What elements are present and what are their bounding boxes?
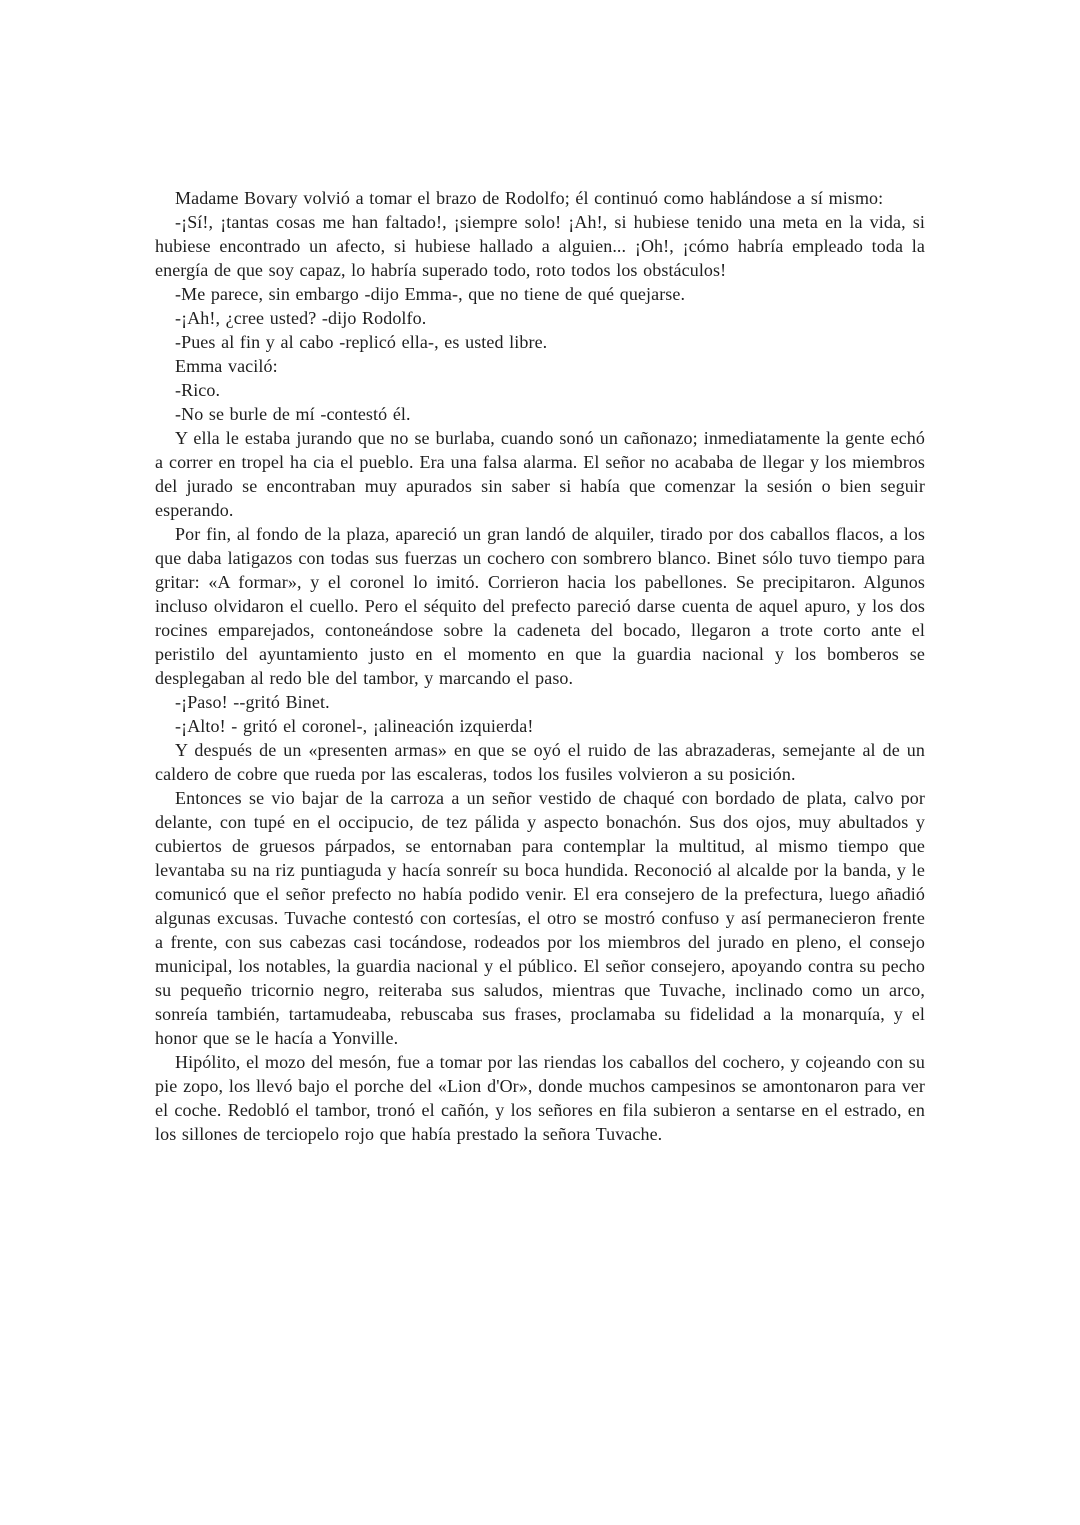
paragraph-dialogue: -¡Sí!, ¡tantas cosas me han faltado!, ¡siempre solo! ¡Ah!, si hubiese tenido una meta en la vida, si hubiese encontrado un afecto, si hubiese hallado a alguien... ¡Oh!, ¡cómo habría empleado toda la energía de que soy capaz, lo habría superado todo, roto todos los obstáculos! <box>155 212 925 280</box>
paragraph-dialogue: -No se burle de mí -contestó él. <box>175 404 411 424</box>
paragraph-dialogue: -Rico. <box>175 380 221 400</box>
paragraph-narration: Emma vaciló: <box>175 356 278 376</box>
paragraph-dialogue: -¡Ah!, ¿cree usted? -dijo Rodolfo. <box>175 308 427 328</box>
paragraph-dialogue: -Pues al fin y al cabo -replicó ella-, es usted libre. <box>175 332 548 352</box>
paragraph-narration: Entonces se vio bajar de la carroza a un señor vestido de chaqué con bordado de plata, calvo por delante, con tupé en el occipucio, de tez pálida y aspecto bonachón. Sus dos ojos, muy abultados y cubiertos de gruesos párpados, se entornaban para contemplar la multitud, al mismo tiempo que levantaba su na riz puntiaguda y hacía sonreír su boca hundida. Reconoció al alcalde por la banda, y le comunicó que el señor prefecto no había podido venir. El era consejero de la prefectura, luego añadió algunas excusas. Tuvache contestó con cortesías, el otro se mostró confuso y así permanecieron frente a frente, con sus cabezas casi tocándose, rodeados por los miembros del jurado en pleno, el consejo municipal, los notables, la guardia nacional y el público. El señor consejero, apoyando contra su pecho su pequeño tricornio negro, reiteraba sus saludos, mientras que Tuvache, inclinado como un arco, sonreía también, tartamudeaba, rebuscaba sus frases, proclamaba su fidelidad a la monarquía, y el honor que se le hacía a Yonville. <box>155 788 925 1048</box>
paragraph-narration: Por fin, al fondo de la plaza, apareció un gran landó de alquiler, tirado por dos caballos flacos, a los que daba latigazos con todas sus fuerzas un cochero con sombrero blanco. Binet sólo tuvo tiempo para gritar: «A formar», y el coronel lo imitó. Corrieron hacia los pabellones. Se precipitaron. Algunos incluso olvidaron el cuello. Pero el séquito del prefecto pareció darse cuenta de aquel apuro, y los dos rocines emparejados, contoneándose sobre la cadeneta del bocado, llegaron a trote corto ante el peristilo del ayuntamiento justo en el momento en que la guardia nacional y los bomberos se desplegaban al redo ble del tambor, y marcando el paso. <box>155 524 925 688</box>
paragraph-dialogue: -¡Alto! - gritó el coronel-, ¡alineación izquierda! <box>175 716 534 736</box>
paragraph-narration: Hipólito, el mozo del mesón, fue a tomar por las riendas los caballos del cochero, y cojeando con su pie zopo, los llevó bajo el porche del «Lion d'Or», donde muchos campesinos se amontonaron para ver el coche. Redobló el tambor, tronó el cañón, y los señores en fila subieron a sentarse en el estrado, en los sillones de terciopelo rojo que había prestado la señora Tuvache. <box>155 1052 925 1144</box>
paragraph-dialogue: -Me parece, sin embargo -dijo Emma-, que no tiene de qué quejarse. <box>175 284 686 304</box>
paragraph-narration: Y después de un «presenten armas» en que se oyó el ruido de las abrazaderas, semejante al de un caldero de cobre que rueda por las escaleras, todos los fusiles volvieron a su posición. <box>155 740 925 784</box>
paragraph-dialogue: -¡Paso! --gritó Binet. <box>175 692 330 712</box>
paragraph-narration: Madame Bovary volvió a tomar el brazo de Rodolfo; él continuó como hablándose a sí mismo: <box>175 188 884 208</box>
paragraph-narration: Y ella le estaba jurando que no se burlaba, cuando sonó un cañonazo; inmediatamente la gente echó a correr en tropel ha cia el pueblo. Era una falsa alarma. El señor no acababa de llegar y los miembros del jurado se encontraban muy apurados sin saber si había que comenzar la sesión o bien seguir esperando. <box>155 428 925 520</box>
